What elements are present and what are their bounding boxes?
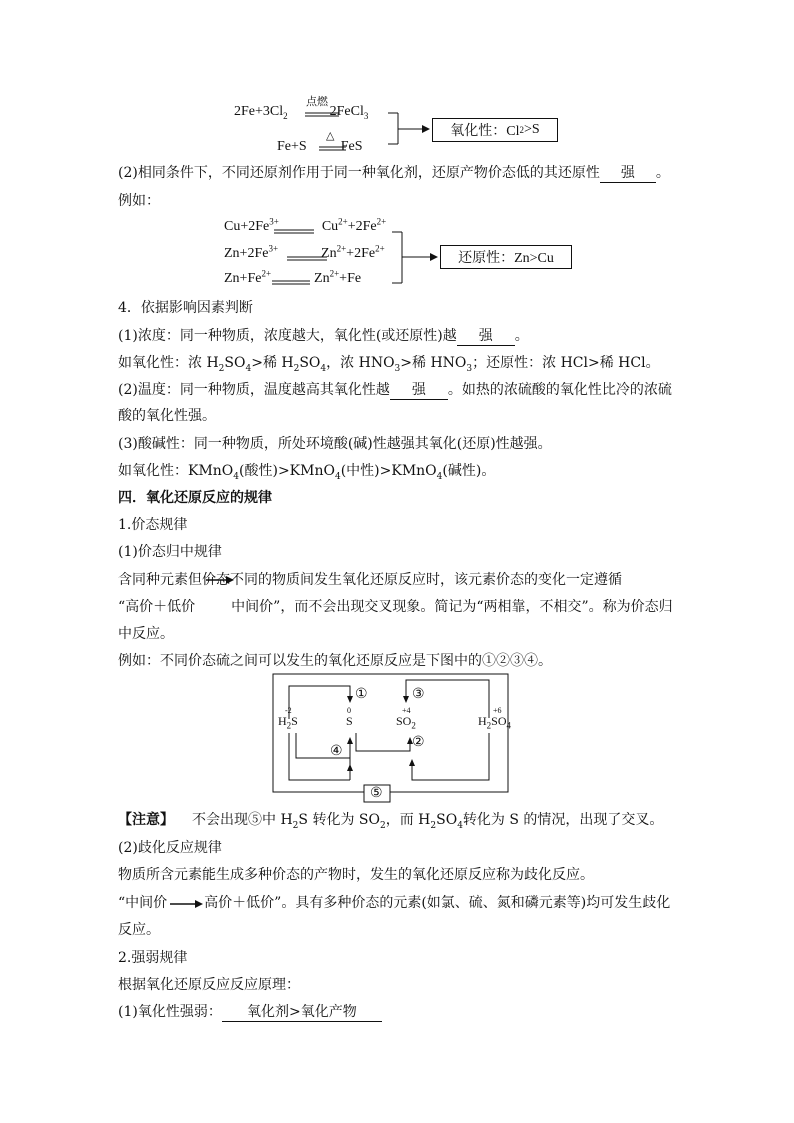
note-label: 【注意】 — [118, 812, 174, 828]
eq-part: Zn — [314, 271, 330, 286]
law1-subtitle: (1)价态归中规律 — [118, 544, 222, 560]
law1-subtitle-2: (2)歧化反应规律 — [118, 840, 222, 856]
valence-h2so4: +6 — [493, 706, 502, 715]
equation-fe-s — [277, 139, 362, 155]
text-part: 高价＋低价”。具有多种价态的元素(如氯、硫、氮和磷元素等)均可发生歧化 — [204, 895, 671, 911]
text-part: 转化为 S 的情况，出现了交叉。 — [462, 812, 664, 828]
reaction-number-5: ⑤ — [370, 785, 383, 801]
disproportionation-line2 — [118, 893, 670, 913]
disproportionation-line1: 物质所含元素能生成多种价态的产物时，发生的氧化还原反应称为歧化反应。 — [118, 867, 594, 883]
law1-title: 1.价态规律 — [118, 517, 188, 533]
subscript: 4 — [457, 820, 463, 831]
eq-part: Cu+2Fe — [224, 219, 270, 234]
reducing-box: 还原性：Zn>Cu — [440, 245, 572, 269]
arrow-head — [430, 253, 438, 261]
valence-h2s: -2 — [285, 706, 292, 715]
conc-answer: 强 — [457, 328, 515, 346]
equation-fe-cl2 — [234, 104, 368, 120]
reaction-number-3: ③ — [412, 686, 425, 702]
law2-paragraph: 根据氧化还原反应反应原理： — [118, 977, 300, 993]
text-part: >稀 H — [251, 355, 294, 371]
subscript: 4 — [334, 471, 341, 482]
subscript: 4 — [233, 471, 240, 482]
eq-part: Zn+Fe — [224, 271, 262, 286]
eq-right: 2FeCl — [329, 104, 364, 119]
rule2-end: 。 — [655, 165, 670, 181]
equation-zn-fe2 — [224, 268, 362, 287]
law1-paragraph-line3: 中反应。 — [118, 626, 174, 642]
superscript: 2+ — [376, 216, 387, 227]
concentration-paragraph — [118, 326, 529, 346]
subscript: 3 — [466, 363, 473, 374]
superscript: 3+ — [268, 243, 279, 254]
text-part: 中间价”，而不会出现交叉现象。简记为“两相靠，不相交”。称为价态归 — [231, 599, 673, 615]
species-s: S — [346, 714, 353, 728]
condition-heat: △ — [326, 129, 335, 142]
item-label: (1)氧化性强弱： — [118, 1004, 222, 1020]
subscript: 2 — [286, 720, 292, 731]
arrow-head — [422, 125, 430, 133]
acidity-example — [118, 461, 495, 481]
subscript: 2 — [283, 110, 288, 121]
disproportionation-line3: 反应。 — [118, 922, 160, 938]
conc-end: 。 — [514, 328, 529, 344]
subscript: 2 — [293, 363, 300, 374]
equation-zn-fe3 — [224, 243, 385, 262]
text-part: S 转化为 SO — [298, 812, 380, 828]
section4-title: 4．依据影响因素判断 — [118, 300, 253, 316]
text-part: >稀 HNO — [400, 355, 467, 371]
law1-paragraph-line1: 含同种元素但价态不同的物质间发生氧化还原反应时，该元素价态的变化一定遵循 — [118, 572, 622, 588]
text-part: SO — [491, 714, 507, 728]
superscript: 2+ — [375, 243, 385, 254]
subscript: 4 — [436, 471, 443, 482]
subscript: 4 — [506, 720, 512, 731]
valence-s: 0 — [347, 706, 351, 715]
text-part: ，而 H — [385, 812, 431, 828]
law1-paragraph-line2 — [118, 597, 673, 617]
conc-text: (1)浓度：同一种物质，浓度越大，氧化性(或还原性)越 — [118, 328, 457, 344]
text-part: H — [478, 714, 487, 728]
eq-left: Fe+S — [277, 139, 307, 154]
superscript: 2+ — [336, 243, 347, 254]
species-h2so4 — [478, 714, 511, 729]
reaction-number-1: ① — [355, 686, 368, 702]
acidity-paragraph: (3)酸碱性：同一种物质，所处环境酸(碱)性越强其氧化(还原)性越强。 — [118, 436, 552, 452]
subscript: 3 — [394, 363, 401, 374]
rule2-answer: 强 — [600, 165, 656, 183]
eq-part: +Fe — [339, 271, 362, 286]
subscript: 4 — [320, 363, 327, 374]
subscript: 2 — [430, 820, 437, 831]
example-label: 例如： — [118, 193, 160, 209]
text-part: 不会出现⑤中 H — [192, 812, 293, 828]
text-part: SO — [224, 355, 246, 371]
species-so2 — [396, 714, 416, 729]
subscript: 2 — [486, 720, 492, 731]
temperature-line2: 酸的氧化性强。 — [118, 408, 216, 424]
eq-part: +2Fe — [347, 219, 377, 234]
concentration-example — [118, 353, 660, 373]
box-tail: >S — [524, 122, 540, 137]
text-part: H — [278, 714, 287, 728]
reaction-number-2: ② — [412, 734, 425, 750]
text-part: “中间价 — [118, 895, 168, 911]
temp-answer: 强 — [390, 382, 448, 400]
superscript: 2+ — [261, 268, 272, 279]
note-paragraph — [118, 810, 663, 830]
temp-end: 。如热的浓硫酸的氧化性比冷的浓硫 — [447, 382, 672, 398]
text-part: ；还原性：浓 HCl>稀 HCl。 — [472, 355, 660, 371]
superscript: 2+ — [338, 216, 348, 227]
reaction-number-4: ④ — [330, 743, 343, 759]
text-part: (碱性)。 — [442, 463, 496, 479]
eq-part: +2Fe — [346, 246, 376, 261]
condition-ignite: 点燃 — [306, 95, 328, 108]
subscript: 2 — [411, 720, 416, 731]
text-part: SO — [396, 714, 412, 728]
law2-item1-answer: 氧化剂>氧化产物 — [222, 1004, 382, 1022]
rule2-text: (2)相同条件下，不同还原剂作用于同一种氧化剂，还原产物价态低的其还原性 — [118, 165, 600, 181]
text-part: SO — [299, 355, 321, 371]
temperature-paragraph — [118, 380, 672, 400]
text-part: (中性)>KMnO — [340, 463, 437, 479]
temp-text: (2)温度：同一种物质，温度越高其氧化性越 — [118, 382, 390, 398]
eq-part: Zn — [321, 246, 337, 261]
text-part: S — [291, 714, 298, 728]
rule2-paragraph — [118, 163, 670, 183]
law2-item1 — [118, 1002, 382, 1022]
text-part: “高价＋低价 — [118, 599, 196, 615]
law2-title: 2.强弱规律 — [118, 950, 188, 966]
superscript: 2+ — [329, 268, 340, 279]
oxidizing-box: 氧化性：Cl 2 >S — [432, 118, 558, 142]
subscript: 4 — [245, 363, 252, 374]
text-part: SO — [436, 812, 458, 828]
eq-part: Cu — [321, 219, 339, 234]
valence-so2: +4 — [402, 706, 411, 715]
law1-example: 例如：不同价态硫之间可以发生的氧化还原反应是下图中的①②③④。 — [118, 653, 552, 669]
equation-cu-fe3 — [224, 216, 387, 235]
eq-right: FeS — [340, 139, 363, 154]
text-part: 如氧化性：KMnO — [118, 463, 234, 479]
subscript: 2 — [292, 820, 299, 831]
box-text: 氧化性：Cl — [450, 124, 520, 139]
subscript: 3 — [363, 110, 369, 121]
subscript: 2 — [379, 820, 386, 831]
sulfur-valence-diagram — [273, 674, 508, 802]
eq-part: Zn+2Fe — [224, 246, 269, 261]
superscript: 3+ — [269, 216, 279, 227]
text-part: (酸性)>KMnO — [239, 463, 335, 479]
text-part: 如氧化性：浓 H — [118, 355, 219, 371]
text-part: ，浓 HNO — [326, 355, 395, 371]
species-h2s — [278, 714, 298, 729]
subscript: 2 — [218, 363, 225, 374]
eq-left: 2Fe+3Cl — [234, 104, 284, 119]
section-iv-title: 四．氧化还原反应的规律 — [118, 490, 272, 506]
